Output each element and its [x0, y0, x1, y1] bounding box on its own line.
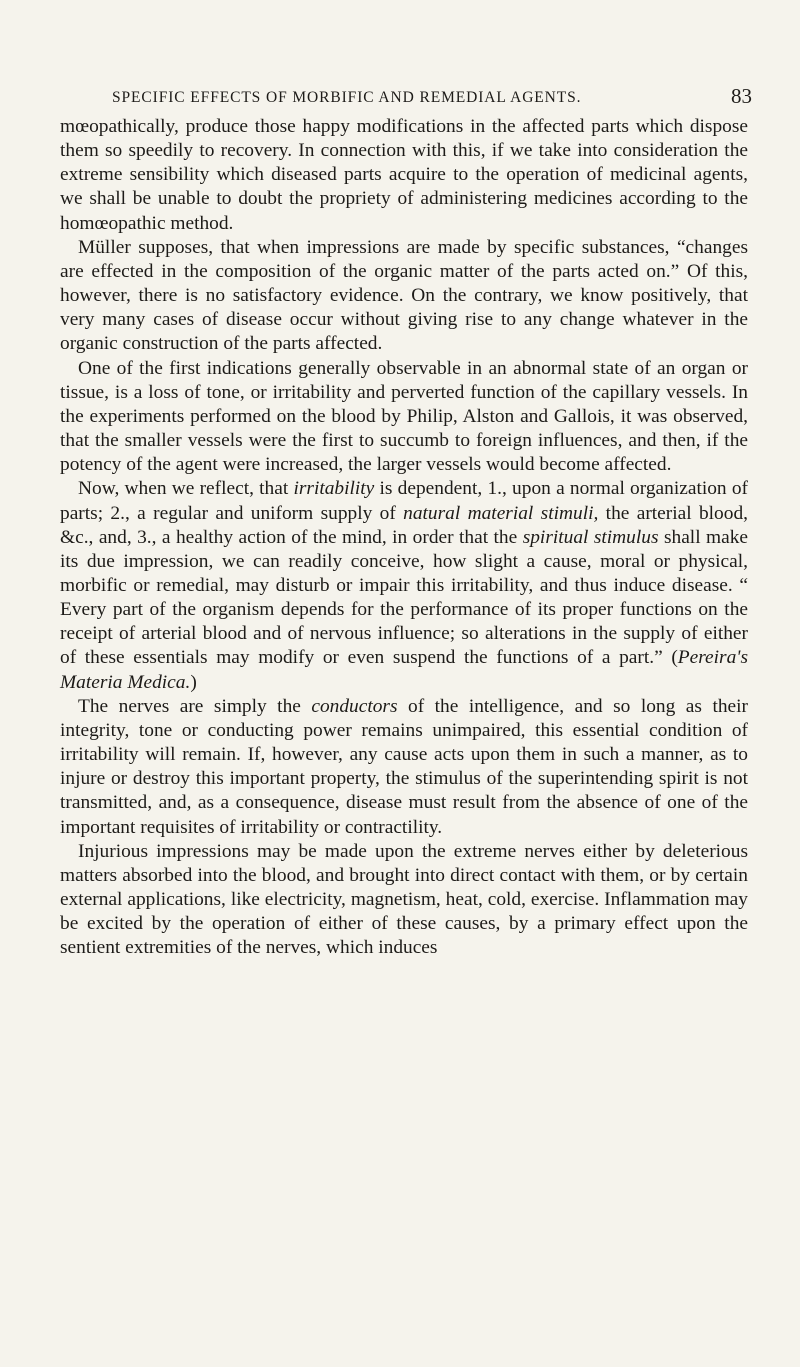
text-run: The nerves are simply the [78, 695, 312, 717]
text-run: Now, when we reflect, that [78, 478, 294, 500]
italic-phrase: spiritual stimulus [522, 526, 659, 548]
paragraph [60, 695, 748, 840]
running-header [112, 84, 752, 111]
italic-phrase: irritability [293, 478, 375, 500]
paragraph [60, 115, 748, 236]
text-run: Injurious impressions may be made upon the extreme nerves either by deleterious matters absorbed into the blood, and brought into direct contact with them, or by certain external applications, like electricity, magnetism, heat, cold, exercise. Inflammation may be excited by the operation of either of these causes, by a primary effect upon the sentient extremities of the nerves, which induces [60, 840, 748, 959]
text-run: the arterial blood, &c., and, 3., a healthy action of the mind, in order that the [60, 502, 748, 548]
body-text [60, 115, 748, 960]
text-run: ) [190, 671, 197, 693]
paragraph [60, 236, 748, 357]
italic-phrase: natural material stimuli, [403, 502, 599, 524]
paragraph [60, 840, 748, 961]
text-run: mœopathically, produce those happy modifications in the affected parts which dispose them so speedily to recovery. In connection with this, if we take into consideration the extreme sensibility which diseased parts acquire to the operation of medicinal agents, we shall be unable to doubt the propriety of administering medicines according to the homœopathic method. [60, 116, 748, 234]
text-run: Müller supposes, that when impressions are made by specific substances, “changes are effected in the composition of the organic matter of the parts acted on.” Of this, however, there is no satisfactory evidence. On the contrary, we know positively, that very many cases of disease occur without giving rise to any change whatever in the organic construction of the parts affected. [60, 236, 748, 355]
text-run: shall make its due impression, we can readily conceive, how slight a cause, moral or physical, morbific or remedial, may disturb or impair this irritability, and thus induce disease. “ Every part of the organism depends for the performance of its proper functions on the receipt of arterial blood and of nervous influence; so alterations in the supply of either of these essentials may modify or even suspend the functions of a part.” ( [60, 526, 749, 669]
page-number: 83 [731, 84, 752, 108]
text-run: of the intelligence, and so long as their integrity, tone or conducting power remains unimpaired, this essential condition of irritability will remain. If, however, any cause acts upon them in such a manner, as to injure or destroy this important property, the stimulus of the superintending spirit is not transmitted, and, as a consequence, disease must result from the absence of one of the important requisites of irritability or contractility. [60, 695, 748, 838]
italic-phrase: conductors [311, 695, 398, 717]
italic-phrase: Pereira's Materia Medica. [60, 647, 748, 693]
paragraph [60, 477, 748, 694]
text-run: One of the first indications generally observable in an abnormal state of an organ or tissue, is a loss of tone, or irritability and perverted function of the capillary vessels. In the experiments performed on the blood by Philip, Alston and Gallois, it was observed, that the smaller vessels were the first to succumb to foreign influences, and then, if the potency of the agent were increased, the larger vessels would become affected. [60, 357, 748, 476]
text-run: is dependent, 1., upon a normal organization of parts; 2., a regular and uniform supply of [60, 478, 749, 524]
running-title: SPECIFIC EFFECTS OF MORBIFIC AND REMEDIAL AGENTS. [112, 89, 582, 106]
paragraph [60, 357, 748, 478]
